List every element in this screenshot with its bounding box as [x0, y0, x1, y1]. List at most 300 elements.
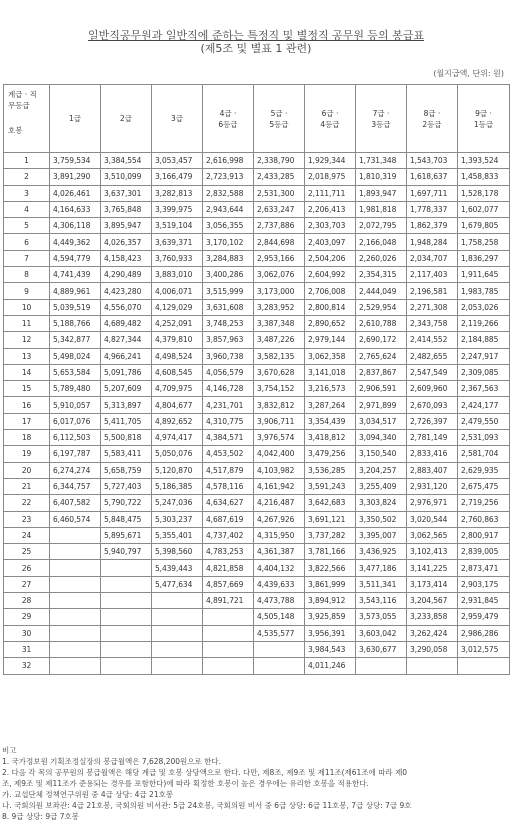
- step-number-cell: 20: [4, 462, 50, 478]
- salary-cell: 2,844,698: [254, 234, 305, 250]
- salary-cell: 2,837,867: [356, 364, 407, 380]
- salary-cell: 2,690,172: [356, 332, 407, 348]
- table-row: [4, 283, 510, 299]
- salary-cell: 3,861,999: [305, 576, 356, 592]
- step-number-cell: 30: [4, 625, 50, 641]
- step-number-cell: 31: [4, 641, 50, 657]
- salary-cell: 6,407,582: [50, 495, 101, 511]
- salary-cell: 1,981,818: [356, 201, 407, 217]
- salary-cell: 2,303,703: [305, 218, 356, 234]
- salary-cell: 3,204,567: [407, 593, 458, 609]
- salary-cell: 3,255,409: [356, 478, 407, 494]
- header-grade-1: 1급: [50, 85, 101, 153]
- header-grade-6: 6급 · 4등급: [305, 85, 356, 153]
- table-row: [4, 560, 510, 576]
- salary-cell: 3,204,257: [356, 462, 407, 478]
- salary-cell: 2,800,917: [458, 527, 510, 543]
- salary-cell: 2,953,166: [254, 250, 305, 266]
- salary-cell: [50, 527, 101, 543]
- step-number-cell: 25: [4, 544, 50, 560]
- salary-cell: 3,781,166: [305, 544, 356, 560]
- table-row: [4, 381, 510, 397]
- salary-cell: 2,706,008: [305, 283, 356, 299]
- salary-cell: 4,634,627: [203, 495, 254, 511]
- salary-cell: 4,315,950: [254, 527, 305, 543]
- table-row: [4, 430, 510, 446]
- salary-cell: 2,414,552: [407, 332, 458, 348]
- salary-cell: 4,857,669: [203, 576, 254, 592]
- salary-cell: [254, 641, 305, 657]
- salary-cell: 3,519,104: [152, 218, 203, 234]
- salary-cell: 4,556,070: [101, 299, 152, 315]
- step-number-cell: 7: [4, 250, 50, 266]
- step-number-cell: 29: [4, 609, 50, 625]
- note-line: 1. 국가정보원 기획조정실장의 봉급월액은 7,628,200원으로 한다.: [2, 757, 222, 766]
- salary-cell: 5,790,722: [101, 495, 152, 511]
- salary-cell: 4,608,545: [152, 364, 203, 380]
- salary-cell: 4,892,652: [152, 413, 203, 429]
- salary-cell: 1,893,947: [356, 185, 407, 201]
- salary-cell: 5,313,897: [101, 397, 152, 413]
- salary-cell: 2,670,093: [407, 397, 458, 413]
- salary-cell: 3,020,544: [407, 511, 458, 527]
- salary-cell: 2,424,177: [458, 397, 510, 413]
- salary-cell: 6,112,503: [50, 430, 101, 446]
- step-number-cell: 18: [4, 430, 50, 446]
- salary-cell: 1,836,297: [458, 250, 510, 266]
- salary-cell: 1,862,379: [407, 218, 458, 234]
- salary-cell: 3,395,007: [356, 527, 407, 543]
- salary-cell: 3,290,058: [407, 641, 458, 657]
- salary-cell: 4,103,982: [254, 462, 305, 478]
- table-row: [4, 576, 510, 592]
- salary-cell: 3,515,999: [203, 283, 254, 299]
- step-number-cell: 8: [4, 267, 50, 283]
- step-number-cell: 10: [4, 299, 50, 315]
- header-grade-8: 8급 · 2등급: [407, 85, 458, 153]
- salary-cell: 3,759,534: [50, 153, 101, 169]
- salary-cell: 5,848,475: [101, 511, 152, 527]
- salary-cell: 4,216,487: [254, 495, 305, 511]
- note-line: 8. 9급 상당: 9급 7호봉: [2, 812, 80, 821]
- unit-label: (월지급액, 단위: 원): [433, 69, 504, 78]
- table-row: [4, 267, 510, 283]
- salary-cell: [101, 625, 152, 641]
- salary-cell: 4,966,241: [101, 348, 152, 364]
- salary-cell: [152, 625, 203, 641]
- salary-cell: 2,117,403: [407, 267, 458, 283]
- table-row: [4, 299, 510, 315]
- table-row: [4, 348, 510, 364]
- document-subtitle: (제5조 및 별표 1 관련): [200, 42, 312, 55]
- header-grade-7: 7급 · 3등급: [356, 85, 407, 153]
- salary-cell: 3,056,355: [203, 218, 254, 234]
- salary-cell: 3,748,253: [203, 315, 254, 331]
- salary-cell: 3,765,848: [101, 201, 152, 217]
- salary-cell: 3,511,341: [356, 576, 407, 592]
- salary-cell: 2,832,588: [203, 185, 254, 201]
- table-row: [4, 364, 510, 380]
- table-row: [4, 625, 510, 641]
- salary-cell: 2,629,935: [458, 462, 510, 478]
- salary-cell: 4,473,788: [254, 593, 305, 609]
- salary-cell: 3,536,285: [305, 462, 356, 478]
- table-row: [4, 315, 510, 331]
- salary-cell: 4,891,721: [203, 593, 254, 609]
- salary-cell: 2,018,975: [305, 169, 356, 185]
- salary-cell: 6,344,757: [50, 478, 101, 494]
- salary-cell: 2,610,788: [356, 315, 407, 331]
- step-number-cell: 5: [4, 218, 50, 234]
- salary-cell: 3,354,439: [305, 413, 356, 429]
- salary-cell: 2,547,549: [407, 364, 458, 380]
- table-row: [4, 495, 510, 511]
- salary-cell: 2,403,097: [305, 234, 356, 250]
- document-title: 일반직공무원과 일반직에 준하는 특정직 및 별정직 공무원 등의 봉급표: [87, 29, 425, 42]
- salary-cell: [203, 625, 254, 641]
- salary-cell: 2,111,711: [305, 185, 356, 201]
- salary-cell: 2,839,005: [458, 544, 510, 560]
- salary-cell: 4,310,775: [203, 413, 254, 429]
- salary-cell: 3,053,457: [152, 153, 203, 169]
- step-number-cell: 14: [4, 364, 50, 380]
- salary-cell: 3,303,824: [356, 495, 407, 511]
- salary-cell: 4,306,118: [50, 218, 101, 234]
- salary-cell: 6,197,787: [50, 446, 101, 462]
- salary-cell: 1,948,284: [407, 234, 458, 250]
- salary-cell: 4,687,619: [203, 511, 254, 527]
- table-row: [4, 511, 510, 527]
- salary-cell: 4,974,417: [152, 430, 203, 446]
- salary-cell: 5,186,385: [152, 478, 203, 494]
- salary-cell: 3,062,076: [254, 267, 305, 283]
- salary-cell: 2,675,475: [458, 478, 510, 494]
- step-number-cell: 12: [4, 332, 50, 348]
- salary-cell: 4,737,402: [203, 527, 254, 543]
- salary-cell: 5,789,480: [50, 381, 101, 397]
- salary-cell: 2,206,413: [305, 201, 356, 217]
- salary-cell: 2,800,814: [305, 299, 356, 315]
- table-row: [4, 527, 510, 543]
- header-grade-2: 2급: [101, 85, 152, 153]
- salary-cell: 1,528,178: [458, 185, 510, 201]
- salary-cell: 2,760,863: [458, 511, 510, 527]
- salary-cell: 2,979,144: [305, 332, 356, 348]
- salary-cell: 4,423,280: [101, 283, 152, 299]
- salary-cell: 2,986,286: [458, 625, 510, 641]
- salary-cell: 1,731,348: [356, 153, 407, 169]
- salary-cell: [152, 658, 203, 674]
- salary-cell: 2,119,266: [458, 315, 510, 331]
- salary-cell: 4,231,701: [203, 397, 254, 413]
- salary-cell: 1,679,805: [458, 218, 510, 234]
- salary-cell: 2,166,048: [356, 234, 407, 250]
- salary-cell: 3,384,554: [101, 153, 152, 169]
- table-body: [4, 153, 510, 675]
- table-row: [4, 462, 510, 478]
- salary-cell: 4,827,344: [101, 332, 152, 348]
- salary-cell: 2,482,655: [407, 348, 458, 364]
- salary-cell: 4,498,524: [152, 348, 203, 364]
- salary-cell: 2,890,652: [305, 315, 356, 331]
- step-number-cell: 22: [4, 495, 50, 511]
- salary-cell: 4,804,677: [152, 397, 203, 413]
- salary-cell: 2,765,624: [356, 348, 407, 364]
- table-row: [4, 609, 510, 625]
- salary-cell: 2,609,960: [407, 381, 458, 397]
- salary-cell: 2,833,416: [407, 446, 458, 462]
- salary-cell: 4,384,571: [203, 430, 254, 446]
- salary-cell: 2,903,175: [458, 576, 510, 592]
- salary-cell: 3,891,290: [50, 169, 101, 185]
- salary-cell: 2,309,085: [458, 364, 510, 380]
- salary-cell: 4,449,362: [50, 234, 101, 250]
- corner-label-rank: 무등급: [8, 101, 30, 110]
- step-number-cell: 32: [4, 658, 50, 674]
- salary-cell: 3,760,933: [152, 250, 203, 266]
- salary-cell: 5,653,584: [50, 364, 101, 380]
- salary-cell: 4,535,577: [254, 625, 305, 641]
- salary-cell: [101, 593, 152, 609]
- salary-cell: 2,931,120: [407, 478, 458, 494]
- salary-cell: 5,091,786: [101, 364, 152, 380]
- salary-cell: 3,436,925: [356, 544, 407, 560]
- salary-cell: 4,741,439: [50, 267, 101, 283]
- salary-cell: 5,050,076: [152, 446, 203, 462]
- salary-cell: 4,404,132: [254, 560, 305, 576]
- salary-cell: 2,616,998: [203, 153, 254, 169]
- salary-cell: 4,290,489: [101, 267, 152, 283]
- salary-cell: 3,477,186: [356, 560, 407, 576]
- salary-cell: 3,956,391: [305, 625, 356, 641]
- salary-cell: 3,287,264: [305, 397, 356, 413]
- salary-cell: 3,630,677: [356, 641, 407, 657]
- salary-cell: 2,959,479: [458, 609, 510, 625]
- salary-cell: 2,943,644: [203, 201, 254, 217]
- step-number-cell: 21: [4, 478, 50, 494]
- salary-cell: 5,398,560: [152, 544, 203, 560]
- salary-cell: 3,012,575: [458, 641, 510, 657]
- salary-cell: 3,283,952: [254, 299, 305, 315]
- notes-section: [2, 745, 510, 822]
- salary-cell: 1,602,077: [458, 201, 510, 217]
- note-line: 가. 교섭단체 정책연구위원 중 4급 상당: 4급 21호봉: [2, 790, 174, 799]
- salary-cell: 1,618,637: [407, 169, 458, 185]
- salary-cell: 4,011,246: [305, 658, 356, 674]
- salary-cell: 5,658,759: [101, 462, 152, 478]
- salary-cell: 3,832,812: [254, 397, 305, 413]
- step-number-cell: 28: [4, 593, 50, 609]
- salary-cell: [50, 641, 101, 657]
- salary-cell: 5,039,519: [50, 299, 101, 315]
- salary-cell: [101, 641, 152, 657]
- salary-cell: [203, 658, 254, 674]
- salary-cell: 4,361,387: [254, 544, 305, 560]
- table-row: [4, 234, 510, 250]
- step-number-cell: 4: [4, 201, 50, 217]
- salary-cell: 2,781,149: [407, 430, 458, 446]
- table-row: [4, 641, 510, 657]
- salary-cell: [50, 625, 101, 641]
- salary-cell: 5,120,870: [152, 462, 203, 478]
- salary-cell: 5,477,634: [152, 576, 203, 592]
- table-header-row: [4, 85, 510, 153]
- salary-cell: 3,670,628: [254, 364, 305, 380]
- salary-cell: 6,460,574: [50, 511, 101, 527]
- salary-cell: 3,822,566: [305, 560, 356, 576]
- pay-scale-table: [3, 84, 510, 675]
- salary-cell: 2,737,886: [254, 218, 305, 234]
- table-row: [4, 397, 510, 413]
- salary-cell: [50, 576, 101, 592]
- salary-cell: 2,931,845: [458, 593, 510, 609]
- salary-cell: 4,439,633: [254, 576, 305, 592]
- salary-cell: 3,150,540: [356, 446, 407, 462]
- salary-cell: [458, 658, 510, 674]
- salary-cell: 4,129,029: [152, 299, 203, 315]
- salary-cell: [50, 593, 101, 609]
- step-number-cell: 17: [4, 413, 50, 429]
- salary-cell: 5,500,818: [101, 430, 152, 446]
- salary-cell: 4,252,091: [152, 315, 203, 331]
- salary-cell: 3,883,010: [152, 267, 203, 283]
- salary-cell: 3,984,543: [305, 641, 356, 657]
- header-grade-9: 9급 · 1등급: [458, 85, 510, 153]
- step-number-cell: 2: [4, 169, 50, 185]
- step-number-cell: 26: [4, 560, 50, 576]
- salary-cell: 2,196,581: [407, 283, 458, 299]
- salary-cell: 3,062,358: [305, 348, 356, 364]
- salary-cell: 4,783,253: [203, 544, 254, 560]
- salary-cell: 5,247,036: [152, 495, 203, 511]
- table-row: [4, 332, 510, 348]
- salary-cell: 2,367,563: [458, 381, 510, 397]
- step-number-cell: 13: [4, 348, 50, 364]
- salary-cell: 4,453,502: [203, 446, 254, 462]
- salary-cell: 2,581,704: [458, 446, 510, 462]
- salary-cell: 3,400,286: [203, 267, 254, 283]
- table-row: [4, 218, 510, 234]
- table-row: [4, 544, 510, 560]
- salary-cell: 3,737,282: [305, 527, 356, 543]
- table-row: [4, 446, 510, 462]
- salary-cell: 5,303,237: [152, 511, 203, 527]
- note-line: 2. 다음 각 목의 공무원의 봉급월액은 해당 계급 및 호봉 상당액으로 한다. 다만, 제8조, 제9조 및 제11조(제61조에 따라 제0: [2, 768, 408, 777]
- salary-cell: 3,976,574: [254, 430, 305, 446]
- salary-cell: 3,034,517: [356, 413, 407, 429]
- salary-cell: 3,233,858: [407, 609, 458, 625]
- salary-cell: 2,529,954: [356, 299, 407, 315]
- salary-cell: 4,709,975: [152, 381, 203, 397]
- salary-cell: 2,726,397: [407, 413, 458, 429]
- step-number-cell: 19: [4, 446, 50, 462]
- salary-cell: 2,184,885: [458, 332, 510, 348]
- salary-cell: 4,056,579: [203, 364, 254, 380]
- step-number-cell: 9: [4, 283, 50, 299]
- salary-cell: 1,458,833: [458, 169, 510, 185]
- salary-cell: 4,594,779: [50, 250, 101, 266]
- salary-cell: 3,637,301: [101, 185, 152, 201]
- salary-cell: 4,689,482: [101, 315, 152, 331]
- salary-cell: 6,274,274: [50, 462, 101, 478]
- salary-cell: 2,906,591: [356, 381, 407, 397]
- step-number-cell: 6: [4, 234, 50, 250]
- salary-cell: 3,062,565: [407, 527, 458, 543]
- salary-cell: 2,354,315: [356, 267, 407, 283]
- salary-cell: 2,343,758: [407, 315, 458, 331]
- table-row: [4, 185, 510, 201]
- salary-cell: 1,810,319: [356, 169, 407, 185]
- salary-cell: 5,188,766: [50, 315, 101, 331]
- salary-cell: [50, 560, 101, 576]
- salary-cell: 3,642,683: [305, 495, 356, 511]
- corner-header-cell: [4, 85, 50, 153]
- salary-cell: 2,873,471: [458, 560, 510, 576]
- salary-cell: 3,510,099: [101, 169, 152, 185]
- salary-cell: 4,006,071: [152, 283, 203, 299]
- salary-cell: 3,216,573: [305, 381, 356, 397]
- step-number-cell: 3: [4, 185, 50, 201]
- salary-cell: 3,960,738: [203, 348, 254, 364]
- step-number-cell: 1: [4, 153, 50, 169]
- salary-cell: [101, 560, 152, 576]
- salary-cell: 3,906,711: [254, 413, 305, 429]
- salary-cell: [407, 658, 458, 674]
- salary-cell: 2,531,093: [458, 430, 510, 446]
- step-number-cell: 16: [4, 397, 50, 413]
- salary-cell: 1,778,337: [407, 201, 458, 217]
- salary-cell: 3,603,042: [356, 625, 407, 641]
- salary-cell: 2,723,913: [203, 169, 254, 185]
- salary-cell: 3,350,502: [356, 511, 407, 527]
- salary-cell: 5,411,705: [101, 413, 152, 429]
- salary-cell: 2,034,707: [407, 250, 458, 266]
- salary-cell: 3,173,000: [254, 283, 305, 299]
- salary-cell: 4,042,400: [254, 446, 305, 462]
- salary-cell: 2,531,300: [254, 185, 305, 201]
- salary-cell: 3,543,116: [356, 593, 407, 609]
- salary-cell: 3,639,371: [152, 234, 203, 250]
- salary-cell: 5,895,671: [101, 527, 152, 543]
- salary-cell: 3,754,152: [254, 381, 305, 397]
- salary-cell: 3,173,414: [407, 576, 458, 592]
- table-row: [4, 153, 510, 169]
- salary-cell: 3,170,102: [203, 234, 254, 250]
- salary-cell: 2,260,026: [356, 250, 407, 266]
- salary-cell: 2,271,308: [407, 299, 458, 315]
- salary-cell: 3,479,256: [305, 446, 356, 462]
- header-grade-4: 4급 · 6등급: [203, 85, 254, 153]
- salary-cell: 1,393,524: [458, 153, 510, 169]
- salary-cell: 2,053,026: [458, 299, 510, 315]
- step-number-cell: 23: [4, 511, 50, 527]
- corner-label-step: 호봉: [8, 126, 23, 135]
- salary-cell: 5,910,057: [50, 397, 101, 413]
- salary-cell: 1,758,258: [458, 234, 510, 250]
- step-number-cell: 27: [4, 576, 50, 592]
- salary-cell: 3,631,608: [203, 299, 254, 315]
- salary-cell: 5,940,797: [101, 544, 152, 560]
- salary-cell: [152, 609, 203, 625]
- salary-cell: 2,444,049: [356, 283, 407, 299]
- salary-cell: 2,479,550: [458, 413, 510, 429]
- salary-cell: 2,883,407: [407, 462, 458, 478]
- salary-cell: 4,026,461: [50, 185, 101, 201]
- salary-cell: 1,983,785: [458, 283, 510, 299]
- salary-cell: 6,017,076: [50, 413, 101, 429]
- salary-cell: 2,433,285: [254, 169, 305, 185]
- salary-cell: 4,161,942: [254, 478, 305, 494]
